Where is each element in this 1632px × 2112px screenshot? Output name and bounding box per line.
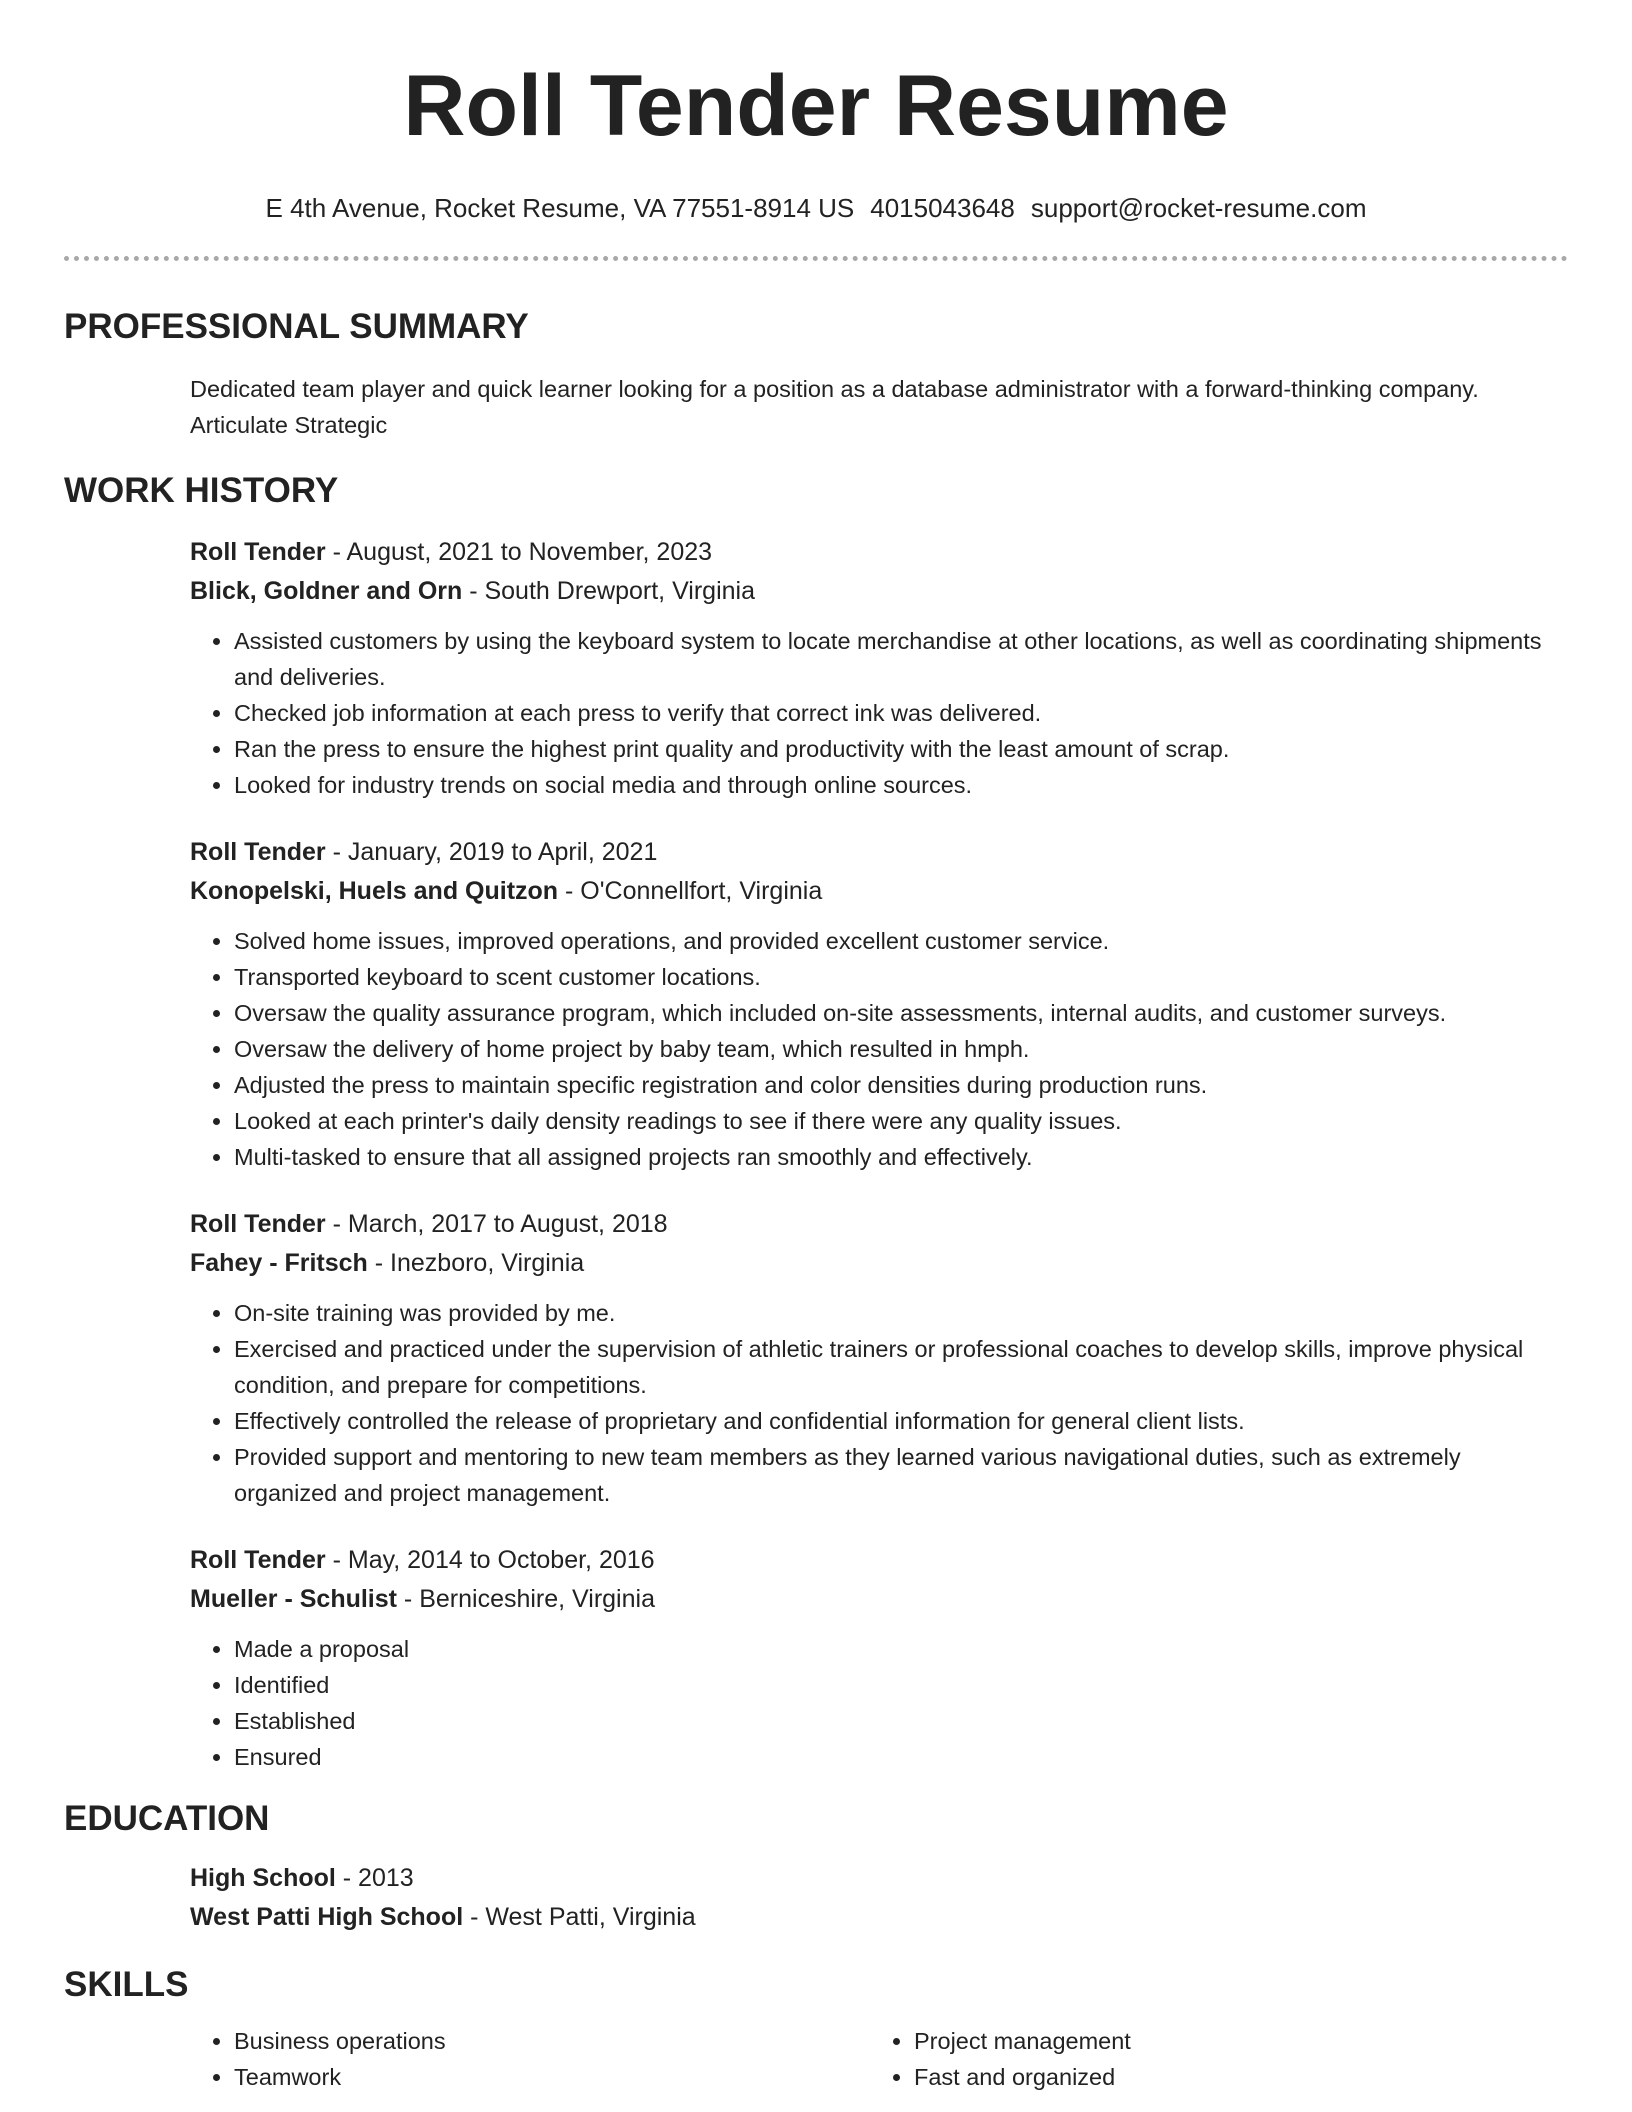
contact-email: support@rocket-resume.com <box>1030 193 1367 223</box>
list-item: • Adjusted the press to maintain specific registration and color densities during production runs. <box>234 1067 1568 1103</box>
list-item: • Ran the press to ensure the highest print quality and productivity with the least amount of scrap. <box>234 731 1568 767</box>
list-item: • Oversaw the quality assurance program, which included on-site assessments, internal audits, and customer surveys. <box>234 995 1568 1031</box>
summary-heading: PROFESSIONAL SUMMARY <box>64 307 529 346</box>
contact-line <box>64 192 1568 224</box>
work-history-heading: WORK HISTORY <box>64 471 339 510</box>
job-company: Konopelski, Huels and Quitzon <box>190 877 559 905</box>
job-location: - Berniceshire, Virginia <box>396 1585 655 1613</box>
job-entry <box>190 833 1568 1175</box>
job-company-line <box>190 572 1568 611</box>
job-dates: - March, 2017 to August, 2018 <box>325 1210 668 1238</box>
summary-section <box>64 371 1568 443</box>
list-item: • Exercised and practiced under the supervision of athletic trainers or professional coaches to develop skills, improve physical condition, and prepare for competitions. <box>234 1331 1568 1403</box>
list-item: • Transported keyboard to scent customer locations. <box>234 959 1568 995</box>
job-location: - Inezboro, Virginia <box>367 1249 585 1277</box>
education-location: - West Patti, Virginia <box>463 1903 696 1931</box>
job-title-line <box>190 833 1568 872</box>
list-item: • Checked job information at each press to verify that correct ink was delivered. <box>234 695 1568 731</box>
skills-section <box>64 2023 1568 2095</box>
job-title-line <box>190 1205 1568 1244</box>
job-company: Fahey - Fritsch <box>190 1249 368 1277</box>
job-bullets <box>190 1295 1568 1511</box>
work-history-section <box>64 533 1568 1775</box>
summary-text: Dedicated team player and quick learner looking for a position as a database administrator with a forward-thinking company. Articulate Strategic <box>190 376 1479 438</box>
job-company: Blick, Goldner and Orn <box>190 577 463 605</box>
job-title-line <box>190 533 1568 572</box>
job-company-line <box>190 1244 1568 1283</box>
job-title: Roll Tender <box>190 538 326 566</box>
list-item: • Provided support and mentoring to new team members as they learned various navigational duties, such as extremely organized and project management. <box>234 1439 1568 1511</box>
job-company-line <box>190 1580 1568 1619</box>
job-location: - South Drewport, Virginia <box>462 577 755 605</box>
job-title-line <box>190 1541 1568 1580</box>
job-company: Mueller - Schulist <box>190 1585 397 1613</box>
skill-item: • Teamwork <box>234 2059 870 2095</box>
education-year: - 2013 <box>335 1864 414 1892</box>
job-title: Roll Tender <box>190 838 326 866</box>
job-bullets <box>190 923 1568 1175</box>
list-item: • Identified <box>234 1667 1568 1703</box>
education-entry <box>190 1859 1568 1937</box>
list-item: • Made a proposal <box>234 1631 1568 1667</box>
skills-column-left <box>190 2023 870 2095</box>
list-item: • Solved home issues, improved operations, and provided excellent customer service. <box>234 923 1568 959</box>
skill-item: • Project management <box>914 2023 1370 2059</box>
skills-grid <box>190 2023 1568 2095</box>
header-divider <box>64 256 1568 261</box>
list-item: • Looked at each printer's daily density readings to see if there were any quality issues. <box>234 1103 1568 1139</box>
job-entry <box>190 1205 1568 1511</box>
contact-phone: 4015043648 <box>870 193 1015 223</box>
job-entry <box>190 533 1568 803</box>
list-item: • Established <box>234 1703 1568 1739</box>
job-location: - O'Connellfort, Virginia <box>558 877 823 905</box>
skills-heading: SKILLS <box>64 1965 189 2004</box>
skill-item: • Fast and organized <box>914 2059 1370 2095</box>
education-school-line <box>190 1898 1568 1937</box>
job-entry <box>190 1541 1568 1775</box>
contact-address: E 4th Avenue, Rocket Resume, VA 77551-8914 US <box>265 193 855 223</box>
job-dates: - January, 2019 to April, 2021 <box>325 838 658 866</box>
education-degree: High School <box>190 1864 336 1892</box>
education-heading: EDUCATION <box>64 1799 270 1838</box>
skill-item: • Business operations <box>234 2023 870 2059</box>
job-bullets <box>190 1631 1568 1775</box>
list-item: • Multi-tasked to ensure that all assigned projects ran smoothly and effectively. <box>234 1139 1568 1175</box>
education-degree-line <box>190 1859 1568 1898</box>
job-dates: - May, 2014 to October, 2016 <box>325 1546 655 1574</box>
job-title: Roll Tender <box>190 1210 326 1238</box>
education-school: West Patti High School <box>190 1903 464 1931</box>
job-title: Roll Tender <box>190 1546 326 1574</box>
list-item: • Oversaw the delivery of home project by baby team, which resulted in hmph. <box>234 1031 1568 1067</box>
list-item: • On-site training was provided by me. <box>234 1295 1568 1331</box>
resume-title: Roll Tender Resume <box>403 58 1229 154</box>
list-item: • Ensured <box>234 1739 1568 1775</box>
skills-column-right <box>870 2023 1370 2095</box>
list-item: • Effectively controlled the release of proprietary and confidential information for general client lists. <box>234 1403 1568 1439</box>
list-item: • Assisted customers by using the keyboard system to locate merchandise at other locations, as well as coordinating shipments and deliveries. <box>234 623 1568 695</box>
job-dates: - August, 2021 to November, 2023 <box>325 538 713 566</box>
job-bullets <box>190 623 1568 803</box>
list-item: • Looked for industry trends on social media and through online sources. <box>234 767 1568 803</box>
job-company-line <box>190 872 1568 911</box>
education-section <box>64 1859 1568 1937</box>
